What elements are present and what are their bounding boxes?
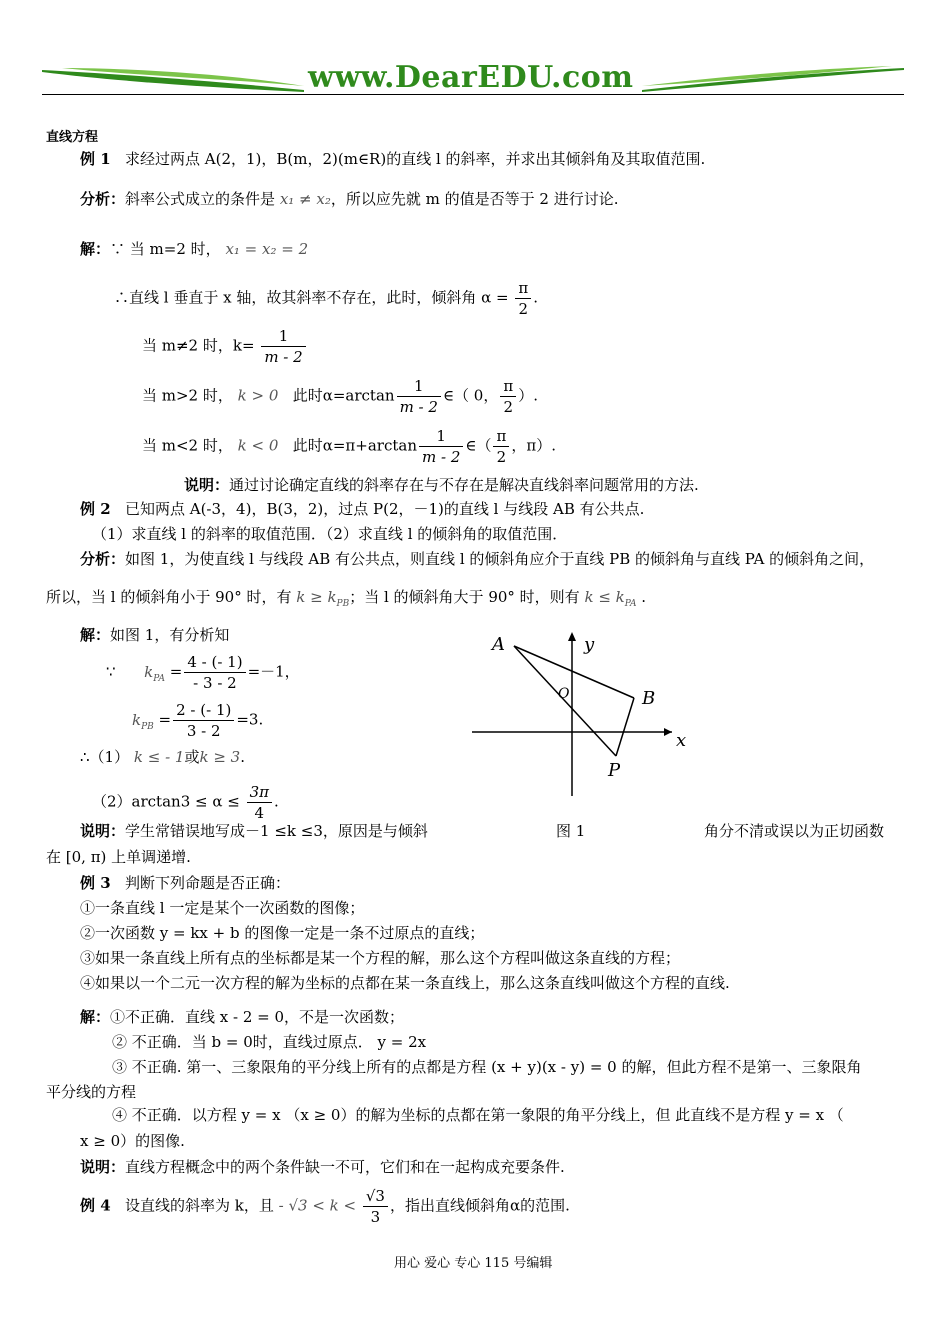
fraction-pi-over-2-c: $\frac{\pi}{2}$	[493, 426, 509, 467]
segment-BP	[616, 698, 634, 756]
header-divider	[42, 94, 904, 95]
figure-1-diagram	[466, 624, 696, 804]
ex1-case2-text: 当 m≠2 时，k=	[142, 336, 255, 355]
section-title: 直线方程	[46, 130, 99, 145]
ex1-note-text: 通过讨论确定直线的斜率存在与不存在是解决直线斜率问题常用的方法.	[229, 476, 699, 494]
origin-label: O	[558, 686, 570, 702]
ex2-answer1-b: k ≥ 3	[199, 748, 241, 766]
ex1-case3-text-a: 当 m>2 时，	[142, 386, 233, 405]
ex3-item-1: ①一条直线 l 一定是某个一次函数的图像；	[80, 899, 365, 917]
ex1-statement	[80, 148, 705, 169]
ex3-item-2: ②一次函数 y = kx + b 的图像一定是一条不过原点的直线；	[80, 924, 485, 942]
ex2-answer1: ∴（1） k ≤ - 1或k ≥ 3.	[80, 748, 245, 766]
because-symbol: ∵	[106, 662, 116, 681]
fraction-1-over-m-2: $\frac{1}{m - 2}$	[261, 326, 305, 367]
ex4-text-b: ，指出直线倾斜角α的范围.	[389, 1196, 570, 1215]
ex1-case-m-gt-2	[142, 376, 538, 417]
ex2-answer2: （2）arctan3 ≤ α ≤ $\frac{3\pi}{4}$ .	[92, 783, 279, 822]
fraction-kpb: $\frac{2 - (- 1)}{3 - 2}$	[173, 700, 234, 741]
ex3-label: 例 3	[80, 874, 111, 892]
x-axis-label: x	[676, 730, 687, 751]
ex1-case4-text-d: ∈（	[465, 436, 492, 455]
ex2-label: 例 2	[80, 500, 111, 518]
ex3-item-4: ④如果以一个二元一次方程的解为坐标的点都在某一条直线上，那么这条直线叫做这个方程的直线.	[80, 974, 730, 992]
ex3-solution-4b: x ≥ 0）的图像.	[80, 1132, 185, 1150]
site-logo: www.DearEDU.com	[308, 60, 634, 95]
ex3-sol-label: 解：	[80, 1008, 111, 1026]
ex3-note	[80, 1156, 565, 1177]
ex1-solution-line2: ∴直线 l 垂直于 x 轴，故其斜率不存在，此时，倾斜角 α = $\frac{\pi}{2}$ .	[114, 279, 538, 318]
ex1-case4-text-c: 此时α=π+arctan	[292, 436, 417, 455]
fraction-1-over-m-2-c: $\frac{1}{m - 2}$	[419, 426, 463, 467]
ex2-answer1-a: k ≤ - 1	[133, 748, 185, 766]
point-B-label: B	[642, 688, 656, 709]
ex1-analysis-text-a: 斜率公式成立的条件是	[125, 190, 276, 208]
kpa-symbol: $k_{PA}$	[144, 662, 165, 684]
y-axis-arrow	[568, 632, 576, 641]
ex3-solution-2: ② 不正确．当 b = 0时，直线过原点． y = 2x	[112, 1033, 427, 1051]
fraction-pi-over-2-b: $\frac{\pi}{2}$	[500, 376, 516, 417]
kpb-value: =3.	[236, 710, 264, 729]
ex1-case3-k: k > 0	[237, 386, 279, 405]
ex4-label: 例 4	[80, 1196, 111, 1215]
ex2-analysis-text2a: 所以，当 l 的倾斜角小于 90° 时，有	[46, 588, 292, 606]
ex2-analysis-text: 如图 1，为使直线 l 与线段 AB 有公共点，则直线 l 的倾斜角应介于直线 PB 的倾斜角与直线 PA 的倾斜角之间，	[125, 550, 875, 568]
ex2-kpa-equation: ∵ $k_{PA}$ = $\frac{4 - (- 1)}{- 3 - 2}$ =－1，	[106, 653, 300, 692]
ex2-parts: （1）求直线 l 的斜率的取值范围．（2）求直线 l 的倾斜角的取值范围．	[92, 525, 568, 543]
ex2-statement	[80, 498, 644, 519]
fraction-kpa: $\frac{4 - (- 1)}{- 3 - 2}$	[184, 652, 245, 693]
ex2-answer2-text: （2）arctan3 ≤ α ≤	[92, 792, 240, 811]
ex1-case-m-lt-2	[142, 426, 556, 467]
ex2-analysis-line1	[80, 548, 874, 569]
ex3-solution-3b: 平分线的方程	[46, 1083, 137, 1101]
ex1-analysis-condition: x₁ ≠ x₂	[279, 190, 331, 208]
ex1-solution-line1	[80, 238, 308, 259]
fraction-sqrt3-over-3: $\frac{√3}{3}$	[363, 1186, 388, 1227]
ex4-inequality: - √3 < k <	[278, 1196, 357, 1215]
ex2-answer1-label: ∴（1）	[80, 748, 130, 766]
ex2-note-line2: 在 [0, π) 上单调递增.	[46, 848, 191, 866]
ex1-sol-line2-text: ∴直线 l 垂直于 x 轴，故其斜率不存在，此时，倾斜角 α =	[114, 288, 509, 307]
ex1-analysis	[80, 188, 618, 209]
ex3-text: 判断下列命题是否正确：	[124, 874, 290, 892]
ex2-note	[80, 820, 428, 841]
ex1-case3-text-c: 此时α=arctan	[292, 386, 395, 405]
fraction-1-over-m-2-b: $\frac{1}{m - 2}$	[397, 376, 441, 417]
kpb-symbol: $k_{PB}$	[132, 710, 154, 732]
ex2-k-le-kpa: $k \le k_{PA}$	[584, 588, 637, 609]
ex2-text: 已知两点 A(-3，4)，B(3，2)，过点 P(2，－1)的直线 l 与线段 AB 有公共点.	[124, 500, 645, 518]
ex2-sol-label: 解：	[80, 626, 111, 644]
ex2-analysis-text2b: ；当 l 的倾斜角大于 90° 时，则有	[349, 588, 580, 606]
page-footer: 用心 爱心 专心 115 号编辑	[394, 1256, 553, 1271]
x-axis-arrow	[664, 728, 672, 736]
point-A-label: A	[492, 634, 505, 655]
ex3-solution-3a: ③ 不正确. 第一、三象限角的平分线上所有的点都是方程 (x + y)(x - y) = 0 的解，但此方程不是第一、三象限角	[112, 1058, 862, 1076]
ex1-case4-text-e: ，π）.	[511, 436, 556, 455]
ex2-sol-text: 如图 1，有分析知	[110, 626, 230, 644]
ex1-sol-label: 解：	[80, 240, 111, 258]
ex3-sol1-text: ①不正确．直线 x - 2 = 0，不是一次函数；	[110, 1008, 405, 1026]
ex2-solution-intro	[80, 624, 229, 645]
ex3-solution-4a: ④ 不正确．以方程 y = x （x ≥ 0）的解为坐标的点都在第一象限的角平分线上，但 此直线不是方程 y = x （	[112, 1106, 844, 1124]
ex3-statement	[80, 872, 290, 893]
y-axis-label: y	[584, 634, 595, 655]
figure-1-caption: 图 1	[556, 822, 586, 840]
ex3-item-3: ③如果一条直线上所有点的坐标都是某一个方程的解，那么这个方程叫做这条直线的方程；	[80, 949, 681, 967]
ex1-sol-line1-text: ∵ 当 m=2 时，	[110, 240, 221, 258]
segment-AB	[514, 646, 634, 698]
ex1-case3-text-d: ∈（ 0，	[442, 386, 499, 405]
ex1-note	[184, 474, 699, 495]
ex1-sol-line1-math: x₁ = x₂ = 2	[225, 240, 309, 258]
ex2-note-right: 角分不清或误以为正切函数	[704, 822, 885, 840]
ex1-note-label: 说明：	[184, 476, 230, 494]
ex2-analysis-line2: 所以，当 l 的倾斜角小于 90° 时，有 $k \ge k_{PB}$；当 l 的倾斜角大于 90° 时，则有 $k \le k_{PA}$ .	[46, 588, 647, 609]
ex3-solution-1	[80, 1006, 404, 1027]
fraction-pi-over-2: $\frac{\pi}{2}$	[515, 278, 531, 319]
ex2-kpb-equation: $k_{PB}$ = $\frac{2 - (- 1)}{3 - 2}$ =3.	[132, 701, 264, 740]
ex1-case-m-neq-2	[142, 326, 308, 367]
ex3-note-text: 直线方程概念中的两个条件缺一不可，它们和在一起构成充要条件.	[125, 1158, 565, 1176]
ex2-note-label: 说明：	[80, 822, 126, 840]
ex2-analysis-label: 分析：	[80, 550, 126, 568]
point-P-label: P	[608, 760, 621, 781]
ex1-analysis-text-b: ，所以应先就 m 的值是否等于 2 进行讨论.	[330, 190, 619, 208]
ex4-text-a: 设直线的斜率为 k，且	[124, 1196, 274, 1215]
ex2-k-ge-kpb: $k \ge k_{PB}$	[296, 588, 350, 609]
ex2-note-text: 学生常错误地写成－1 ≤k ≤3，原因是与倾斜	[125, 822, 428, 840]
ex2-answer1-or: 或	[184, 748, 200, 766]
ex1-case4-text-a: 当 m<2 时，	[142, 436, 233, 455]
ex1-case4-k: k < 0	[237, 436, 279, 455]
kpa-value: =－1，	[247, 662, 300, 681]
ex1-case3-text-e: ）.	[518, 386, 538, 405]
ex1-analysis-label: 分析：	[80, 190, 126, 208]
ex3-note-label: 说明：	[80, 1158, 126, 1176]
fraction-3pi-over-4: $\frac{3\pi}{4}$	[247, 782, 272, 823]
ex1-text: 求经过两点 A(2，1)，B(m，2)(m∈R)的直线 l 的斜率，并求出其倾斜角及其取值范围.	[124, 150, 706, 168]
ex1-label: 例 1	[80, 150, 111, 168]
ex4-statement	[80, 1186, 570, 1227]
